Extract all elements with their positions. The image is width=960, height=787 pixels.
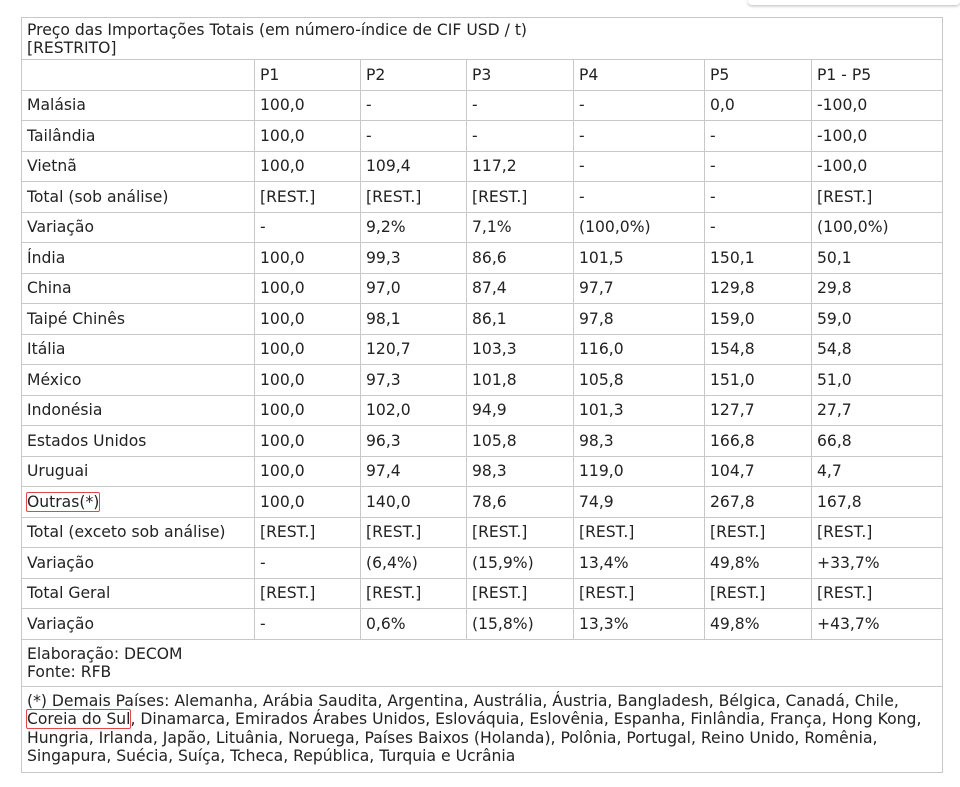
cell-value: 116,0: [579, 340, 624, 359]
value-cell: [574, 334, 705, 365]
cell-value: 78,6: [472, 492, 507, 511]
cell-value: 100,0: [260, 279, 305, 298]
row-label-cell: [22, 365, 255, 396]
cell-value: [REST.]: [710, 523, 766, 542]
cell-value: [REST.]: [579, 523, 635, 542]
value-cell: [705, 182, 812, 213]
value-cell: [812, 304, 943, 335]
popup-edge: [748, 0, 960, 5]
cell-value: 119,0: [579, 462, 624, 481]
cell-value: -: [472, 96, 478, 115]
cell-value: 100,0: [260, 401, 305, 420]
row-label: Índia: [27, 248, 66, 267]
value-cell: [705, 395, 812, 426]
restricted-label: [RESTRITO]: [27, 39, 117, 57]
value-cell: [812, 334, 943, 365]
cell-value: 102,0: [366, 401, 411, 420]
value-cell: [255, 273, 361, 304]
value-cell: [812, 487, 943, 518]
row-label: Malásia: [27, 96, 86, 115]
value-cell: [705, 334, 812, 365]
row-label-cell: [22, 151, 255, 182]
value-cell: [467, 212, 574, 243]
cell-value: 13,3%: [579, 614, 629, 633]
value-cell: [705, 212, 812, 243]
cell-value: 109,4: [366, 157, 411, 176]
value-cell: [467, 121, 574, 152]
value-cell: [255, 517, 361, 548]
value-cell: [812, 395, 943, 426]
header-cell: P4: [574, 60, 705, 91]
value-cell: [705, 90, 812, 121]
value-cell: [574, 548, 705, 579]
highlighted-country: Coreia do Sul: [27, 710, 131, 728]
value-cell: [705, 578, 812, 609]
cell-value: 129,8: [710, 279, 755, 298]
cell-value: 101,5: [579, 248, 624, 267]
value-cell: [255, 487, 361, 518]
row-label: México: [27, 370, 82, 389]
row-label: Vietnã: [27, 157, 77, 176]
table-row: [22, 456, 943, 487]
table-row: [22, 609, 943, 640]
row-label: Itália: [27, 340, 66, 359]
table-row: [22, 212, 943, 243]
value-cell: [467, 304, 574, 335]
table-row: [22, 517, 943, 548]
row-label-cell: [22, 273, 255, 304]
value-cell: [705, 151, 812, 182]
cell-value: -: [710, 126, 716, 145]
value-cell: [361, 182, 467, 213]
cell-value: 49,8%: [710, 614, 760, 633]
row-label: Variação: [27, 614, 94, 633]
table-row: [22, 90, 943, 121]
value-cell: [255, 121, 361, 152]
value-cell: [467, 365, 574, 396]
cell-value: (100,0%): [579, 218, 651, 237]
table-row: [22, 273, 943, 304]
cell-value: 59,0: [817, 309, 852, 328]
cell-value: (15,8%): [472, 614, 534, 633]
cell-value: -: [710, 157, 716, 176]
cell-value: 267,8: [710, 492, 755, 511]
row-label: Total Geral: [27, 584, 111, 603]
cell-value: 51,0: [817, 370, 852, 389]
cell-value: 100,0: [260, 370, 305, 389]
table-row: [22, 151, 943, 182]
cell-value: 120,7: [366, 340, 411, 359]
table-row: [22, 121, 943, 152]
cell-value: 100,0: [260, 248, 305, 267]
cell-value: 103,3: [472, 340, 517, 359]
cell-value: -: [472, 126, 478, 145]
value-cell: [467, 243, 574, 274]
cell-value: 150,1: [710, 248, 755, 267]
value-cell: [255, 456, 361, 487]
value-cell: [574, 212, 705, 243]
value-cell: [812, 121, 943, 152]
value-cell: [361, 334, 467, 365]
value-cell: [255, 90, 361, 121]
cell-value: -: [579, 96, 585, 115]
cell-value: 101,3: [579, 401, 624, 420]
value-cell: [361, 243, 467, 274]
value-cell: [361, 121, 467, 152]
value-cell: [255, 212, 361, 243]
value-cell: [255, 609, 361, 640]
cell-value: 97,4: [366, 462, 401, 481]
value-cell: [705, 548, 812, 579]
value-cell: [574, 487, 705, 518]
header-cell: [22, 60, 255, 91]
cell-value: (6,4%): [366, 553, 418, 572]
cell-value: 117,2: [472, 157, 517, 176]
value-cell: [574, 578, 705, 609]
cell-value: [REST.]: [710, 584, 766, 603]
row-label-cell: [22, 90, 255, 121]
value-cell: [705, 273, 812, 304]
value-cell: [255, 395, 361, 426]
cell-value: 29,8: [817, 279, 852, 298]
cell-value: 50,1: [817, 248, 852, 267]
value-cell: [255, 182, 361, 213]
cell-value: 97,0: [366, 279, 401, 298]
value-cell: [467, 426, 574, 457]
cell-value: 100,0: [260, 309, 305, 328]
value-cell: [705, 517, 812, 548]
table-row: [22, 182, 943, 213]
value-cell: [812, 609, 943, 640]
row-label-cell: [22, 517, 255, 548]
value-cell: [467, 517, 574, 548]
value-cell: [361, 426, 467, 457]
value-cell: [812, 151, 943, 182]
cell-value: 96,3: [366, 431, 401, 450]
value-cell: [361, 487, 467, 518]
value-cell: [361, 456, 467, 487]
cell-value: [REST.]: [260, 523, 316, 542]
value-cell: [812, 212, 943, 243]
value-cell: [574, 426, 705, 457]
cell-value: [REST.]: [260, 584, 316, 603]
cell-value: 9,2%: [366, 218, 406, 237]
cell-value: +33,7%: [817, 553, 880, 572]
value-cell: [255, 548, 361, 579]
cell-value: 167,8: [817, 492, 862, 511]
value-cell: [361, 212, 467, 243]
header-cell: P3: [467, 60, 574, 91]
value-cell: [255, 578, 361, 609]
row-label: Taipé Chinês: [27, 309, 125, 328]
cell-value: 166,8: [710, 431, 755, 450]
cell-value: -100,0: [817, 96, 868, 115]
row-label: Outras(*): [27, 492, 100, 511]
value-cell: [705, 609, 812, 640]
header-cell: P5: [705, 60, 812, 91]
value-cell: [467, 182, 574, 213]
import-price-table: [21, 17, 943, 773]
cell-value: 100,0: [260, 157, 305, 176]
value-cell: [361, 395, 467, 426]
value-cell: [255, 151, 361, 182]
value-cell: [361, 151, 467, 182]
cell-value: 100,0: [260, 462, 305, 481]
cell-value: -: [366, 126, 372, 145]
header-row: [22, 60, 943, 91]
value-cell: [812, 517, 943, 548]
value-cell: [467, 395, 574, 426]
value-cell: [574, 121, 705, 152]
value-cell: [705, 365, 812, 396]
table-title: Preço das Importações Totais (em número-índice de CIF USD / t): [27, 21, 528, 39]
source-note-cell: [22, 639, 943, 686]
value-cell: [467, 151, 574, 182]
row-label-cell: [22, 578, 255, 609]
value-cell: [467, 578, 574, 609]
cell-value: 97,3: [366, 370, 401, 389]
cell-value: (100,0%): [817, 218, 889, 237]
value-cell: [705, 426, 812, 457]
cell-value: -: [579, 157, 585, 176]
cell-value: 0,6%: [366, 614, 406, 633]
cell-value: 105,8: [579, 370, 624, 389]
table-row: [22, 395, 943, 426]
row-label: Total (sob análise): [27, 187, 169, 206]
value-cell: [574, 365, 705, 396]
value-cell: [812, 548, 943, 579]
header-cell: P1 - P5: [812, 60, 943, 91]
cell-value: [REST.]: [817, 187, 873, 206]
cell-value: [REST.]: [260, 187, 316, 206]
cell-value: 159,0: [710, 309, 755, 328]
table-row: [22, 426, 943, 457]
cell-value: 127,7: [710, 401, 755, 420]
value-cell: [255, 334, 361, 365]
table-row: [22, 365, 943, 396]
row-label-cell: [22, 609, 255, 640]
cell-value: (15,9%): [472, 553, 534, 572]
cell-value: [REST.]: [472, 584, 528, 603]
cell-value: [REST.]: [817, 584, 873, 603]
value-cell: [467, 456, 574, 487]
value-cell: [574, 517, 705, 548]
table-title-row: [22, 18, 943, 60]
value-cell: [361, 609, 467, 640]
cell-value: [REST.]: [472, 187, 528, 206]
cell-value: 97,7: [579, 279, 614, 298]
value-cell: [705, 487, 812, 518]
cell-value: -: [260, 553, 266, 572]
cell-value: 104,7: [710, 462, 755, 481]
value-cell: [812, 90, 943, 121]
cell-value: 86,6: [472, 248, 507, 267]
cell-value: 98,3: [579, 431, 614, 450]
row-label: Indonésia: [27, 401, 103, 420]
cell-value: 154,8: [710, 340, 755, 359]
cell-value: 99,3: [366, 248, 401, 267]
cell-value: 98,1: [366, 309, 401, 328]
table-row: [22, 334, 943, 365]
value-cell: [574, 395, 705, 426]
value-cell: [574, 90, 705, 121]
value-cell: [361, 90, 467, 121]
source-note: Fonte: RFB: [27, 662, 112, 681]
row-label-cell: [22, 304, 255, 335]
cell-value: 100,0: [260, 431, 305, 450]
value-cell: [812, 182, 943, 213]
cell-value: 100,0: [260, 340, 305, 359]
footnote-cell: [22, 686, 943, 772]
row-label-cell: [22, 212, 255, 243]
value-cell: [361, 365, 467, 396]
row-label: Estados Unidos: [27, 431, 147, 450]
footnote-text: (*) Demais Países: Alemanha, Arábia Saudita, Argentina, Austrália, Áustria, Bangladesh, Bélgica, Canadá, Chile,: [27, 691, 899, 710]
cell-value: 140,0: [366, 492, 411, 511]
value-cell: [812, 578, 943, 609]
cell-value: 7,1%: [472, 218, 512, 237]
row-label-cell: [22, 182, 255, 213]
value-cell: [361, 273, 467, 304]
value-cell: [574, 304, 705, 335]
value-cell: [812, 243, 943, 274]
footnote-row: [22, 686, 943, 772]
value-cell: [574, 456, 705, 487]
value-cell: [361, 548, 467, 579]
cell-value: [REST.]: [366, 187, 422, 206]
value-cell: [255, 304, 361, 335]
cell-value: 100,0: [260, 126, 305, 145]
row-label: Tailândia: [27, 126, 96, 145]
cell-value: 105,8: [472, 431, 517, 450]
cell-value: 100,0: [260, 96, 305, 115]
value-cell: [574, 182, 705, 213]
cell-value: -: [710, 218, 716, 237]
table-title-cell: [22, 18, 943, 60]
value-cell: [361, 578, 467, 609]
row-label-cell: [22, 334, 255, 365]
value-cell: [255, 243, 361, 274]
source-note-row: [22, 639, 943, 686]
footnote-text-rest: , Dinamarca, Emirados Árabes Unidos, Eslováquia, Eslovênia, Espanha, Finlândia, França, Hong Kong, Hungria, Irlanda, Japão, Lituânia, Noruega, Países Baixos (Holanda), Polônia, Portugal, Reino Unido, Romênia, Singapura, Suécia, Suíça, Tcheca, República, Turquia e Ucrânia: [27, 710, 922, 765]
cell-value: 100,0: [260, 492, 305, 511]
value-cell: [467, 90, 574, 121]
cell-value: 0,0: [710, 96, 735, 115]
value-cell: [812, 426, 943, 457]
cell-value: 97,8: [579, 309, 614, 328]
table-row: [22, 304, 943, 335]
value-cell: [574, 151, 705, 182]
row-label: Variação: [27, 553, 94, 572]
row-label-cell: [22, 121, 255, 152]
cell-value: 54,8: [817, 340, 852, 359]
cell-value: 98,3: [472, 462, 507, 481]
row-label-cell: [22, 487, 255, 518]
value-cell: [467, 548, 574, 579]
value-cell: [574, 609, 705, 640]
cell-value: 4,7: [817, 462, 842, 481]
cell-value: 49,8%: [710, 553, 760, 572]
cell-value: -: [579, 187, 585, 206]
cell-value: -: [710, 187, 716, 206]
value-cell: [705, 243, 812, 274]
row-label-cell: [22, 243, 255, 274]
value-cell: [812, 273, 943, 304]
cell-value: -: [260, 614, 266, 633]
cell-value: 86,1: [472, 309, 507, 328]
value-cell: [467, 334, 574, 365]
value-cell: [467, 273, 574, 304]
cell-value: [REST.]: [579, 584, 635, 603]
table-row: [22, 578, 943, 609]
cell-value: -: [366, 96, 372, 115]
cell-value: 66,8: [817, 431, 852, 450]
header-cell: P1: [255, 60, 361, 91]
cell-value: 151,0: [710, 370, 755, 389]
value-cell: [705, 304, 812, 335]
cell-value: -: [579, 126, 585, 145]
row-label-cell: [22, 426, 255, 457]
cell-value: [REST.]: [366, 523, 422, 542]
value-cell: [361, 517, 467, 548]
row-label: Total (exceto sob análise): [27, 523, 226, 542]
row-label-cell: [22, 456, 255, 487]
elaboration-note: Elaboração: DECOM: [27, 644, 183, 663]
value-cell: [705, 456, 812, 487]
value-cell: [467, 487, 574, 518]
value-cell: [255, 426, 361, 457]
row-label: Uruguai: [27, 462, 89, 481]
table-row: [22, 548, 943, 579]
value-cell: [574, 243, 705, 274]
cell-value: 13,4%: [579, 553, 629, 572]
cell-value: -: [260, 218, 266, 237]
cell-value: 87,4: [472, 279, 507, 298]
row-label: China: [27, 279, 72, 298]
value-cell: [574, 273, 705, 304]
header-cell: P2: [361, 60, 467, 91]
cell-value: 101,8: [472, 370, 517, 389]
value-cell: [705, 121, 812, 152]
value-cell: [812, 456, 943, 487]
row-label: Variação: [27, 218, 94, 237]
value-cell: [812, 365, 943, 396]
cell-value: 74,9: [579, 492, 614, 511]
row-label-cell: [22, 548, 255, 579]
row-label-cell: [22, 395, 255, 426]
value-cell: [255, 365, 361, 396]
cell-value: +43,7%: [817, 614, 880, 633]
cell-value: 27,7: [817, 401, 852, 420]
cell-value: [REST.]: [817, 523, 873, 542]
cell-value: 94,9: [472, 401, 507, 420]
cell-value: -100,0: [817, 157, 868, 176]
table-row: [22, 243, 943, 274]
cell-value: [REST.]: [472, 523, 528, 542]
value-cell: [467, 609, 574, 640]
value-cell: [361, 304, 467, 335]
cell-value: -100,0: [817, 126, 868, 145]
cell-value: [REST.]: [366, 584, 422, 603]
table-row: [22, 487, 943, 518]
